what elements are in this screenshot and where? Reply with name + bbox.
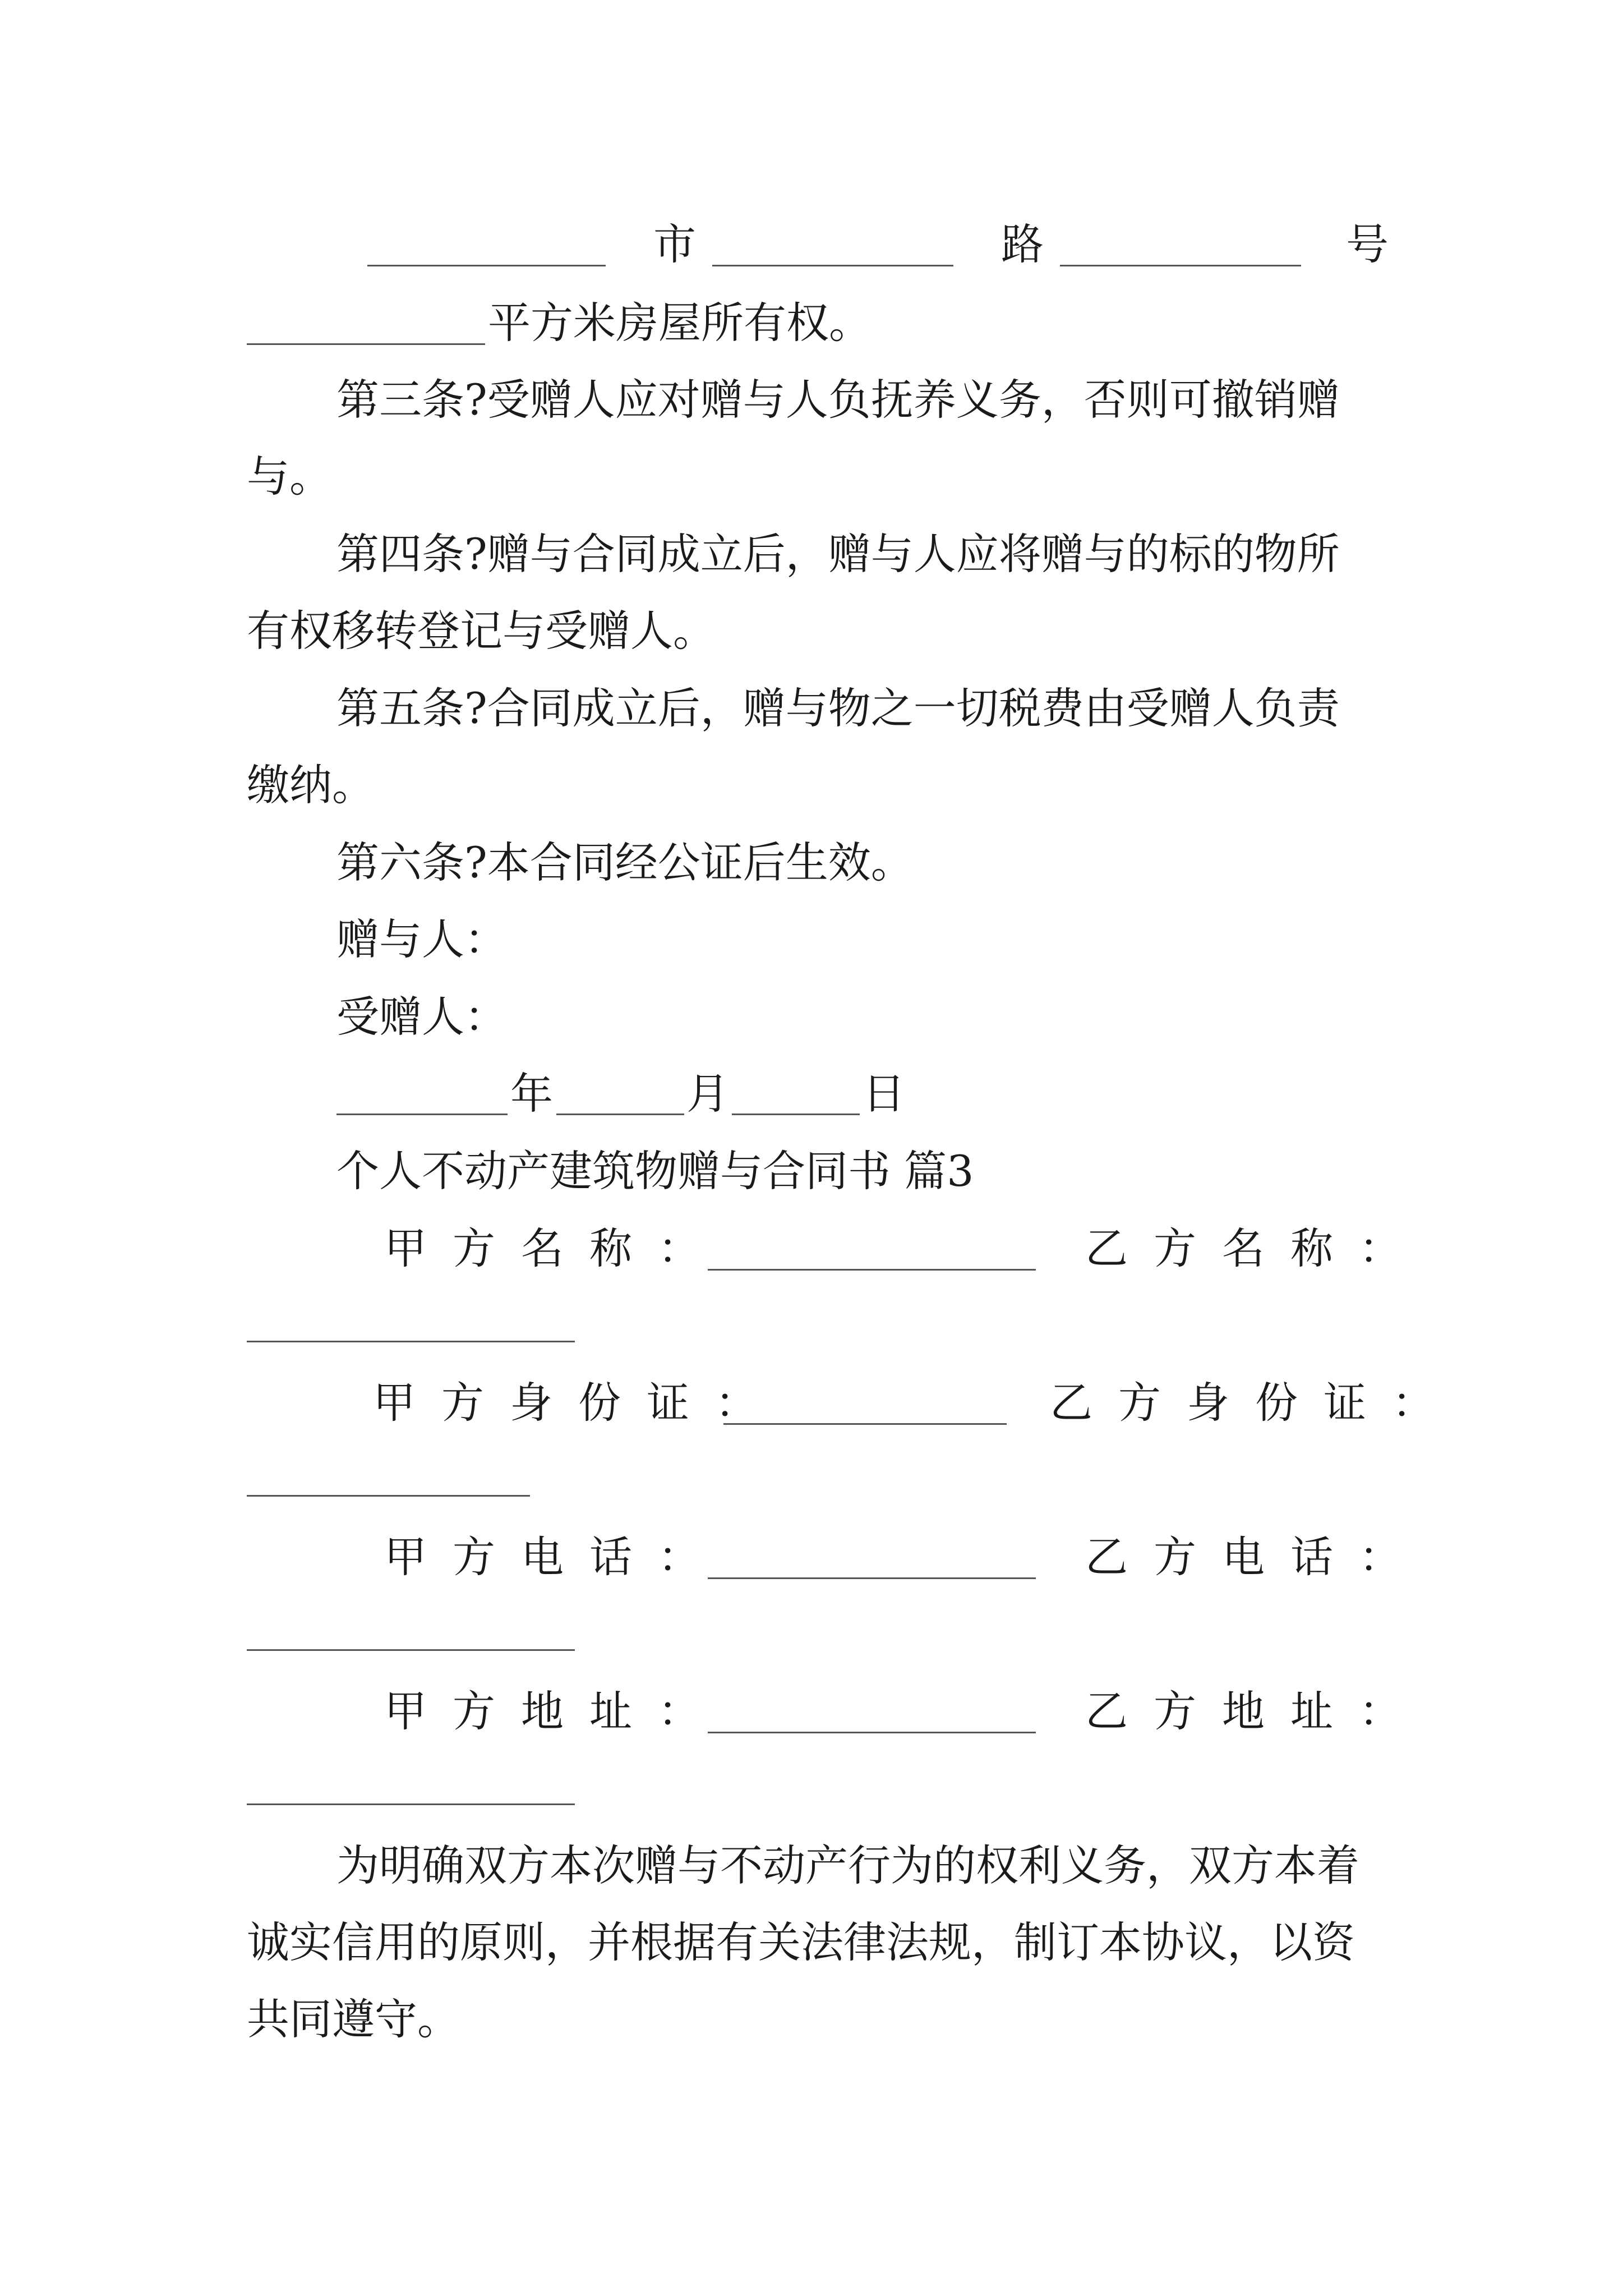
city-prefix-blank bbox=[367, 265, 606, 266]
clause6: 第六条?本合同经公证后生效。 bbox=[336, 838, 914, 887]
party-b-phone-label: 乙方电话： bbox=[1085, 1532, 1427, 1582]
month-label: 月 bbox=[686, 1069, 729, 1119]
preamble-line3: 共同遵守。 bbox=[247, 1994, 460, 2044]
clause4-line1: 第四条?赠与合同成立后，赠与人应将赠与的标的物所 bbox=[336, 529, 1340, 579]
party-b-name-blank bbox=[247, 1341, 575, 1342]
year-blank bbox=[336, 1114, 508, 1115]
area-text: 平方米房屋所有权。 bbox=[488, 298, 872, 348]
road-blank bbox=[1060, 265, 1301, 266]
party-a-name-label: 甲方名称： bbox=[384, 1223, 726, 1273]
road-label: 路 bbox=[1001, 219, 1044, 269]
party-a-address-label: 甲方地址： bbox=[384, 1686, 726, 1736]
party-a-phone-blank bbox=[708, 1577, 1036, 1579]
party-b-phone-blank bbox=[247, 1649, 575, 1651]
party-b-address-label: 乙方地址： bbox=[1085, 1686, 1427, 1736]
city-blank bbox=[712, 265, 953, 266]
clause5-line1: 第五条?合同成立后，赠与物之一切税费由受赠人负责 bbox=[336, 683, 1340, 733]
party-a-address-blank bbox=[708, 1732, 1036, 1733]
party-a-id-label: 甲方身份证： bbox=[373, 1378, 783, 1428]
party-a-phone-label: 甲方电话： bbox=[384, 1532, 726, 1582]
year-label: 年 bbox=[510, 1069, 553, 1119]
clause4-line2: 有权移转登记与受赠人。 bbox=[247, 606, 716, 656]
preamble-line1: 为明确双方本次赠与不动产行为的权利义务，双方本着 bbox=[336, 1841, 1359, 1890]
party-a-name-blank bbox=[708, 1269, 1036, 1271]
donee-label: 受赠人： bbox=[336, 992, 507, 1042]
section-title: 个人不动产建筑物赠与合同书 篇3 bbox=[336, 1146, 974, 1196]
party-a-id-blank bbox=[723, 1423, 1007, 1425]
preamble-line2: 诚实信用的原则，并根据有关法律法规，制订本协议，以资 bbox=[247, 1917, 1355, 1967]
month-blank bbox=[556, 1114, 684, 1115]
party-b-name-label: 乙方名称： bbox=[1085, 1223, 1427, 1273]
party-b-address-blank bbox=[247, 1803, 575, 1805]
party-b-id-label: 乙方身份证： bbox=[1050, 1378, 1460, 1428]
city-label: 市 bbox=[653, 219, 696, 269]
clause3-line2: 与。 bbox=[247, 452, 332, 501]
number-label: 号 bbox=[1346, 219, 1389, 269]
donor-label: 赠与人： bbox=[336, 914, 507, 964]
clause5-line2: 缴纳。 bbox=[247, 760, 375, 810]
party-b-id-blank bbox=[247, 1495, 530, 1497]
day-label: 日 bbox=[863, 1069, 905, 1119]
day-blank bbox=[732, 1114, 860, 1115]
area-blank bbox=[247, 343, 485, 345]
clause3-line1: 第三条?受赠人应对赠与人负抚养义务，否则可撤销赠 bbox=[336, 375, 1340, 425]
